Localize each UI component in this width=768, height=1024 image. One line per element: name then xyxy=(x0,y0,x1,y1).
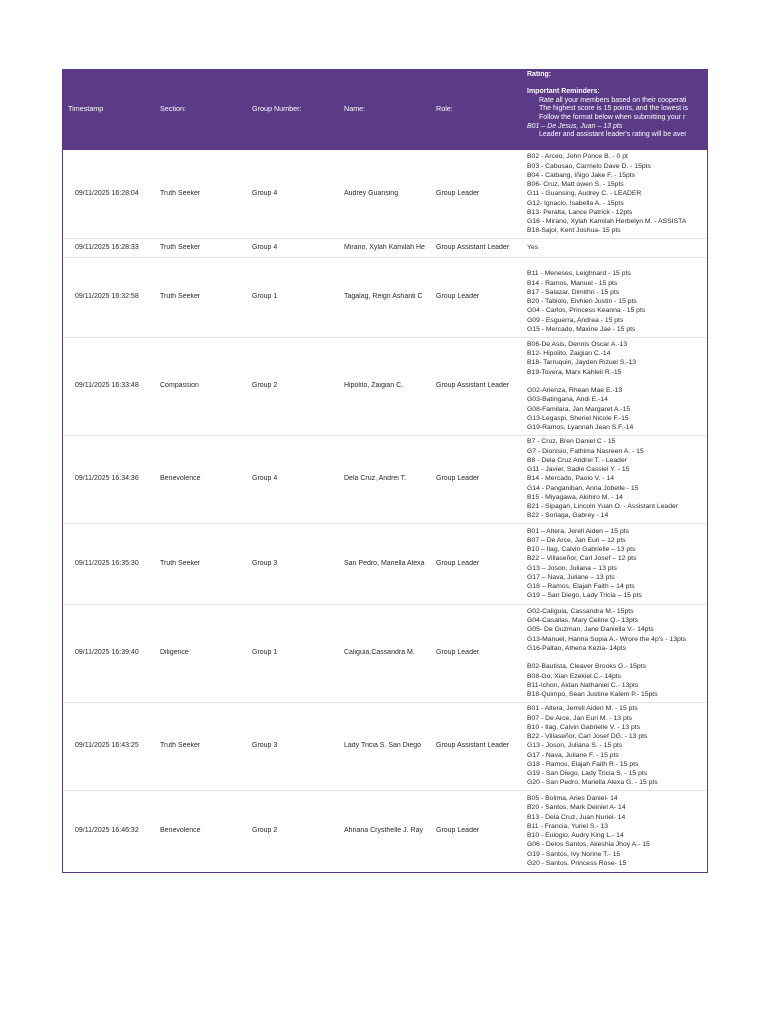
rating-line: G15 - Mercado, Maxine Jae - 15 pts xyxy=(527,325,636,333)
cell-rating xyxy=(527,152,707,235)
cell-timestamp: 09/11/2025 16:28:33 xyxy=(75,243,139,251)
cell-section: Truth Seeker xyxy=(160,742,201,749)
rating-line: B11-Ichon, Aidan Nathaniel C.- 13pts xyxy=(527,681,639,689)
cell-section: Truth Seeker xyxy=(160,559,201,567)
rating-line: B22 – Villaseñor, Carl Josef – 12 pts xyxy=(527,555,637,563)
rating-line: B01 – Altera, Jerell Aiden – 15 pts xyxy=(527,527,630,535)
rating-line: G16-Paltao, Athena Kezia- 14pts xyxy=(527,644,626,652)
rating-line: B04 - Calbang, Iñigo Jake F. - 15pts xyxy=(527,171,636,179)
rating-header-line: Follow the format below when submitting your r xyxy=(539,113,686,121)
cell-name: Hipolito, Zaigian C. xyxy=(344,382,404,389)
rating-line xyxy=(527,653,707,662)
cell-timestamp: 09/11/2025 16:46:32 xyxy=(75,827,139,834)
rating-line: G13-Manuel, Hanna Sopia A.- Wrore the 4p's - 13pts xyxy=(527,635,687,643)
rating-line: G13-Legaspi, Sheriel Nicole F.-15 xyxy=(527,414,629,422)
rating-line: B07 – De Arce, Jan Euri – 12 pts xyxy=(527,536,626,544)
rating-line: B03 - Cabusao, Carmelo Dave D. - 15pts xyxy=(527,162,651,170)
rating-line: G13 – Joson, Juliana – 13 pts xyxy=(527,564,617,572)
rating-line: B22 - Soriaga, Gabrey - 14 xyxy=(527,512,609,520)
cell-group-number: Group 4 xyxy=(252,475,278,482)
rating-line: G14 - Panganiban, Anna Jobelle - 15 xyxy=(527,484,639,492)
cell-name: Dela Cruz, Andrei T. xyxy=(344,475,407,482)
rating-line: B11 - Francia, Yuriel S.- 13 xyxy=(527,822,608,830)
rating-line: B22 - Villaseñor, Carl Josef DG. - 13 pts xyxy=(527,733,648,741)
header-group-number[interactable]: Group Number: xyxy=(252,104,302,113)
rating-line: B02 - Arceo, John Ponce B. - 0 pt xyxy=(527,153,628,161)
cell-name: Ahriana Crysthelle J. Ray xyxy=(344,827,423,834)
rating-line: B8 - Dela Cruz Andrei T. - Leader xyxy=(527,456,627,464)
cell-name: Caliguia,Cassandra M. xyxy=(344,649,415,656)
cell-name: San Pedro, Mariella Alexa xyxy=(344,559,425,567)
rating-line: G02-Caliguia, Cassandra M.- 15pts xyxy=(527,607,634,615)
rating-line: G16 - Mirano, Xylah Kamilah Herbelyn M. - ASSISTA xyxy=(527,218,687,226)
cell-group-number: Group 4 xyxy=(252,190,278,197)
rating-line: G18 - Ramos, Elajah Faith R - 15 pts xyxy=(527,760,639,768)
rating-line: G17 - Nava, Juliane F. - 15 pts xyxy=(527,751,619,759)
cell-role: Group Assistant Leader xyxy=(436,243,510,251)
rating-header-line xyxy=(527,80,707,89)
table-row[interactable] xyxy=(63,790,707,873)
cell-rating xyxy=(527,260,707,334)
header-role[interactable]: Role: xyxy=(436,104,453,113)
cell-role: Group Assistant Leader xyxy=(436,382,510,389)
rating-line xyxy=(527,377,707,386)
rating-line: G19 - Santos, Ivy Norine T.- 15 xyxy=(527,850,621,858)
cell-rating xyxy=(527,527,707,601)
header-rating[interactable] xyxy=(527,71,707,140)
rating-line: B19-Tovera, Marx Kahleil R.-15 xyxy=(527,368,622,376)
cell-role: Group Leader xyxy=(436,827,480,834)
rating-header-line: The highest score is 15 points, and the lowest is xyxy=(539,105,689,113)
header-timestamp[interactable]: Timestamp xyxy=(68,104,104,113)
table-row[interactable] xyxy=(63,238,707,258)
cell-name: Audrey Guansing xyxy=(344,190,399,197)
rating-line: B14 - Mercado, Paolo V. - 14 xyxy=(527,475,615,483)
rating-line: B20 - Santos, Mark Deiniel A- 14 xyxy=(527,804,626,812)
rating-line xyxy=(527,260,707,269)
table-row[interactable] xyxy=(63,604,707,703)
rating-line: B02-Bautista, Cleaver Brooks G.- 15pts xyxy=(527,663,646,671)
cell-section: Truth Seeker xyxy=(160,190,201,197)
table-row[interactable] xyxy=(63,523,707,605)
table-row[interactable] xyxy=(63,150,707,239)
cell-timestamp: 09/11/2025 16:43:25 xyxy=(75,742,139,749)
rating-header-line: B01 – De Jesus, Juan – 13 pts xyxy=(527,122,623,130)
rating-line: G09 - Esguerra, Andrea - 15 pts xyxy=(527,316,624,324)
cell-name: Lady Tricia S. San Diego xyxy=(344,742,422,749)
rating-line: B20 - Tabiolo, Eivhien Justin - 15 pts xyxy=(527,298,637,305)
cell-timestamp: 09/11/2025 16:39:40 xyxy=(75,649,139,656)
cell-rating xyxy=(527,243,707,252)
rating-line: G7 - Dionisio, Fathima Nasreen A. - 15 xyxy=(527,447,644,455)
cell-group-number: Group 3 xyxy=(252,559,278,567)
cell-group-number: Group 3 xyxy=(252,742,278,749)
cell-rating xyxy=(527,607,707,700)
rating-line: G20 - Santos, Princess Rose- 15 xyxy=(527,859,627,867)
cell-timestamp: 09/11/2025 16:33:48 xyxy=(75,382,139,389)
rating-line: B12- Hipolito, Zaigian C.-14 xyxy=(527,350,611,357)
rating-line: G06 - Delos Santos, Akeshia Jhoy A.- 15 xyxy=(527,841,650,849)
rating-line: B14 - Ramos, Manuel - 15 pts xyxy=(527,279,618,287)
rating-line: B05 - Bolima, Aries Daniel- 14 xyxy=(527,795,618,802)
cell-group-number: Group 2 xyxy=(252,827,278,834)
cell-section: Truth Seeker xyxy=(160,243,201,251)
cell-role: Group Leader xyxy=(436,190,480,197)
cell-role: Group Assistant Leader xyxy=(436,742,510,749)
rating-line: G11 - Guansing, Audrey C. - LEADER xyxy=(527,190,642,198)
rating-line: B10 – Ilag, Calvin Gabrielle – 13 pts xyxy=(527,546,636,553)
rating-line: G19-Ramos, Lyannah Jean S.F.-14 xyxy=(527,424,634,431)
cell-section: Diligence xyxy=(160,649,189,656)
cell-timestamp: 09/11/2025 16:28:04 xyxy=(75,190,139,197)
cell-role: Group Leader xyxy=(436,475,480,482)
rating-header-line: Rate all your members based on their cooperati xyxy=(539,96,687,104)
rating-line: G04 - Carlos, Princess Keanna - 15 pts xyxy=(527,307,646,315)
table-row[interactable] xyxy=(63,435,707,524)
rating-line: G12- Ignacio, Isabella A. - 15pts xyxy=(527,199,624,207)
cell-role: Group Leader xyxy=(436,293,480,300)
cell-rating xyxy=(527,704,707,787)
table-row[interactable] xyxy=(63,337,707,436)
header-row xyxy=(63,69,707,150)
rating-line: B10 - Eulogio, Audry King L.- 14 xyxy=(527,832,624,839)
rating-line: B01 - Altera, Jerrell Aiden M. - 15 pts xyxy=(527,705,638,713)
rating-line: G17 – Nava, Juliane – 13 pts xyxy=(527,573,615,581)
rating-line: G13 - Joson, Juliana S. - 15 pts xyxy=(527,742,623,750)
cell-timestamp: 09/11/2025 16:32:58 xyxy=(75,293,139,300)
rating-line: B10 - Ilag, Calvin Gabrielle V. - 13 pts xyxy=(527,723,641,731)
rating-header-line: Leader and assistant leader's rating will be aver xyxy=(539,131,687,139)
response-sheet xyxy=(62,69,708,873)
table-row[interactable] xyxy=(63,702,707,791)
table-row[interactable] xyxy=(63,257,707,338)
rating-header-line: Rating: xyxy=(527,71,552,78)
cell-timestamp: 09/11/2025 16:34:36 xyxy=(75,475,139,482)
cell-group-number: Group 2 xyxy=(252,382,278,389)
rating-line: B13 - Dela Cruz, Juan Nuriel- 14 xyxy=(527,813,626,821)
rating-line: G03-Batingana, Andi E.-14 xyxy=(527,396,608,404)
rating-line: G19 - San Diego, Lady Tricia S. - 15 pts xyxy=(527,770,648,778)
rating-line: G05- De Guzman, Jane Daniella V.- 14pts xyxy=(527,626,654,634)
rating-line: B06-De Asis, Dennis Oscar A.-13 xyxy=(527,340,628,348)
header-section[interactable]: Section: xyxy=(160,104,186,113)
cell-rating xyxy=(527,437,707,520)
rating-line: B13- Peralta, Lance Patrick - 12pts xyxy=(527,208,633,216)
rating-line: B21 - Sipagan, Lincoln Yuan O. - Assistant Leader xyxy=(527,503,679,511)
cell-section: Truth Seeker xyxy=(160,293,201,300)
rating-line: B18-Quimpo, Sean Justine Kalem P.- 15pts xyxy=(527,691,658,698)
rating-line: B17 - Salazar, Dimithri - 15 pts xyxy=(527,288,620,296)
rating-header-line: Important Reminders: xyxy=(527,88,600,96)
rating-line: B07 - De Arce, Jan Euri M. - 13 pts xyxy=(527,714,633,722)
cell-section: Benevolence xyxy=(160,475,201,482)
rating-line: G02-Arienza, Rhean Mae E.-13 xyxy=(527,387,623,394)
header-name[interactable]: Name: xyxy=(344,104,366,113)
cell-group-number: Group 1 xyxy=(252,293,278,300)
rating-line: B11 - Meneses, Leighnard - 15 pts xyxy=(527,270,631,278)
rating-line: G08-Familara, Jan Margaret A.-15 xyxy=(527,405,631,413)
rating-line: B18- Tarruquin, Jayden Rizuel S.-13 xyxy=(527,359,637,367)
cell-section: Compassion xyxy=(160,382,199,389)
cell-rating xyxy=(527,794,707,868)
cell-group-number: Group 1 xyxy=(252,649,278,656)
rating-line: G18 – Ramos, Elajah Faith – 14 pts xyxy=(527,583,635,590)
rating-line: Yes xyxy=(527,243,539,251)
rating-line: G11 - Javier, Sadie Cassiel Y. - 15 xyxy=(527,466,630,474)
cell-name: Mirano, Xylah Kamilah He xyxy=(344,243,425,251)
rating-line: B08-Go, Xian Ezekiel C.- 14pts xyxy=(527,672,622,680)
cell-role: Group Leader xyxy=(436,649,480,656)
rating-line: B7 - Cruz, Bren Daniel C - 15 xyxy=(527,438,616,446)
rating-line: G04-Casallas, Mary Celine Q.- 13pts xyxy=(527,617,639,624)
cell-name: Tagalag, Reign Ashanti C xyxy=(344,293,423,300)
rating-line: B15 - Miyagawa, Akihiro M. - 14 xyxy=(527,493,623,501)
cell-timestamp: 09/11/2025 16:35:30 xyxy=(75,559,139,567)
rating-line: G20 - San Pedro, Mariella Alexa G. - 15 pts xyxy=(527,779,658,787)
rating-line: B18-Sajol, Kent Joshua- 15 pts xyxy=(527,227,621,235)
rating-line: G19 – San Diego, Lady Tricia – 15 pts xyxy=(527,592,642,600)
cell-section: Benevolence xyxy=(160,827,201,834)
cell-group-number: Group 4 xyxy=(252,243,278,251)
rating-line: B06- Cruz, Matt owen S. - 15pts xyxy=(527,181,624,189)
cell-role: Group Leader xyxy=(436,559,480,567)
cell-rating xyxy=(527,340,707,433)
